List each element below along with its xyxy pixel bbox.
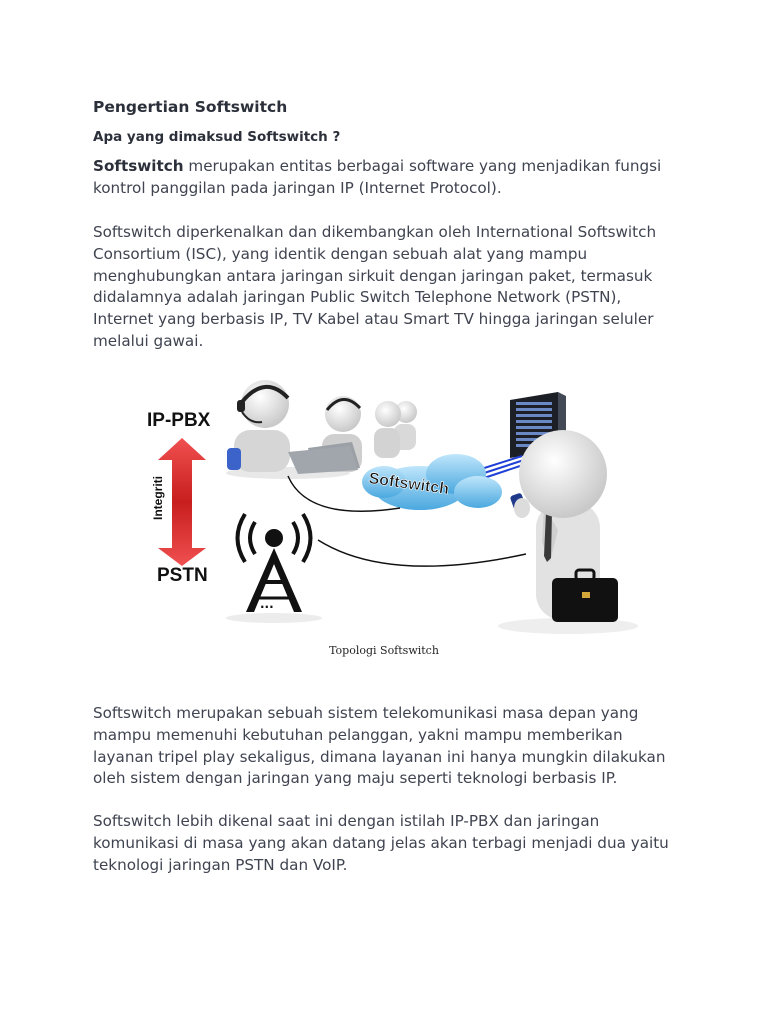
integrity-label: Integriti xyxy=(151,476,165,520)
integrity-arrow-icon xyxy=(158,438,206,566)
link-tower-person xyxy=(318,540,526,566)
paragraph-future: Softswitch merupakan sebuah sistem telekomunikasi masa depan yang mampu memenuhi kebutuhan pelanggan, yakni mampu memberikan layanan tripel play sekaligus, dimana layanan ini hanya mungkin dilakukan oleh sistem dengan jaringan yang maju seperti teknologi berbasis IP. xyxy=(93,704,666,788)
figure-caption: Topologi Softswitch xyxy=(329,644,439,657)
paragraph-definition xyxy=(93,156,678,200)
softswitch-topology-figure xyxy=(138,372,638,640)
definition-text: merupakan entitas berbagai software yang menjadikan fungsi kontrol panggilan pada jaringan IP (Internet Protocol). xyxy=(93,157,662,197)
ippbx-label: IP-PBX xyxy=(147,410,211,431)
softswitch-cloud-label: Softswitch xyxy=(367,470,450,499)
pstn-label: PSTN xyxy=(157,565,208,586)
section-question: Apa yang dimaksud Softswitch ? xyxy=(93,129,341,145)
term-softswitch: Softswitch xyxy=(93,157,184,175)
radio-tower-icon xyxy=(226,514,322,623)
paragraph-ippbx: Softswitch lebih dikenal saat ini dengan istilah IP-PBX dan jaringan komunikasi di masa yang akan datang jelas akan terbagi menjadi dua yaitu teknologi jaringan PSTN dan VoIP. xyxy=(93,812,669,874)
operators-icon xyxy=(226,380,417,479)
paragraph-history: Softswitch diperkenalkan dan dikembangkan oleh International Softswitch Consortium (ISC), yang identik dengan sebuah alat yang mampu menghubungkan antara jaringan sirkuit dengan jaringan paket, termasuk didalamnya adalah jaringan Public Switch Telephone Network (PSTN), Internet yang berbasis IP, TV Kabel atau Smart TV hingga jaringan seluler melalui gawai. xyxy=(93,223,657,350)
svg-text:...: ... xyxy=(260,597,274,611)
page-title: Pengertian Softswitch xyxy=(93,98,288,116)
